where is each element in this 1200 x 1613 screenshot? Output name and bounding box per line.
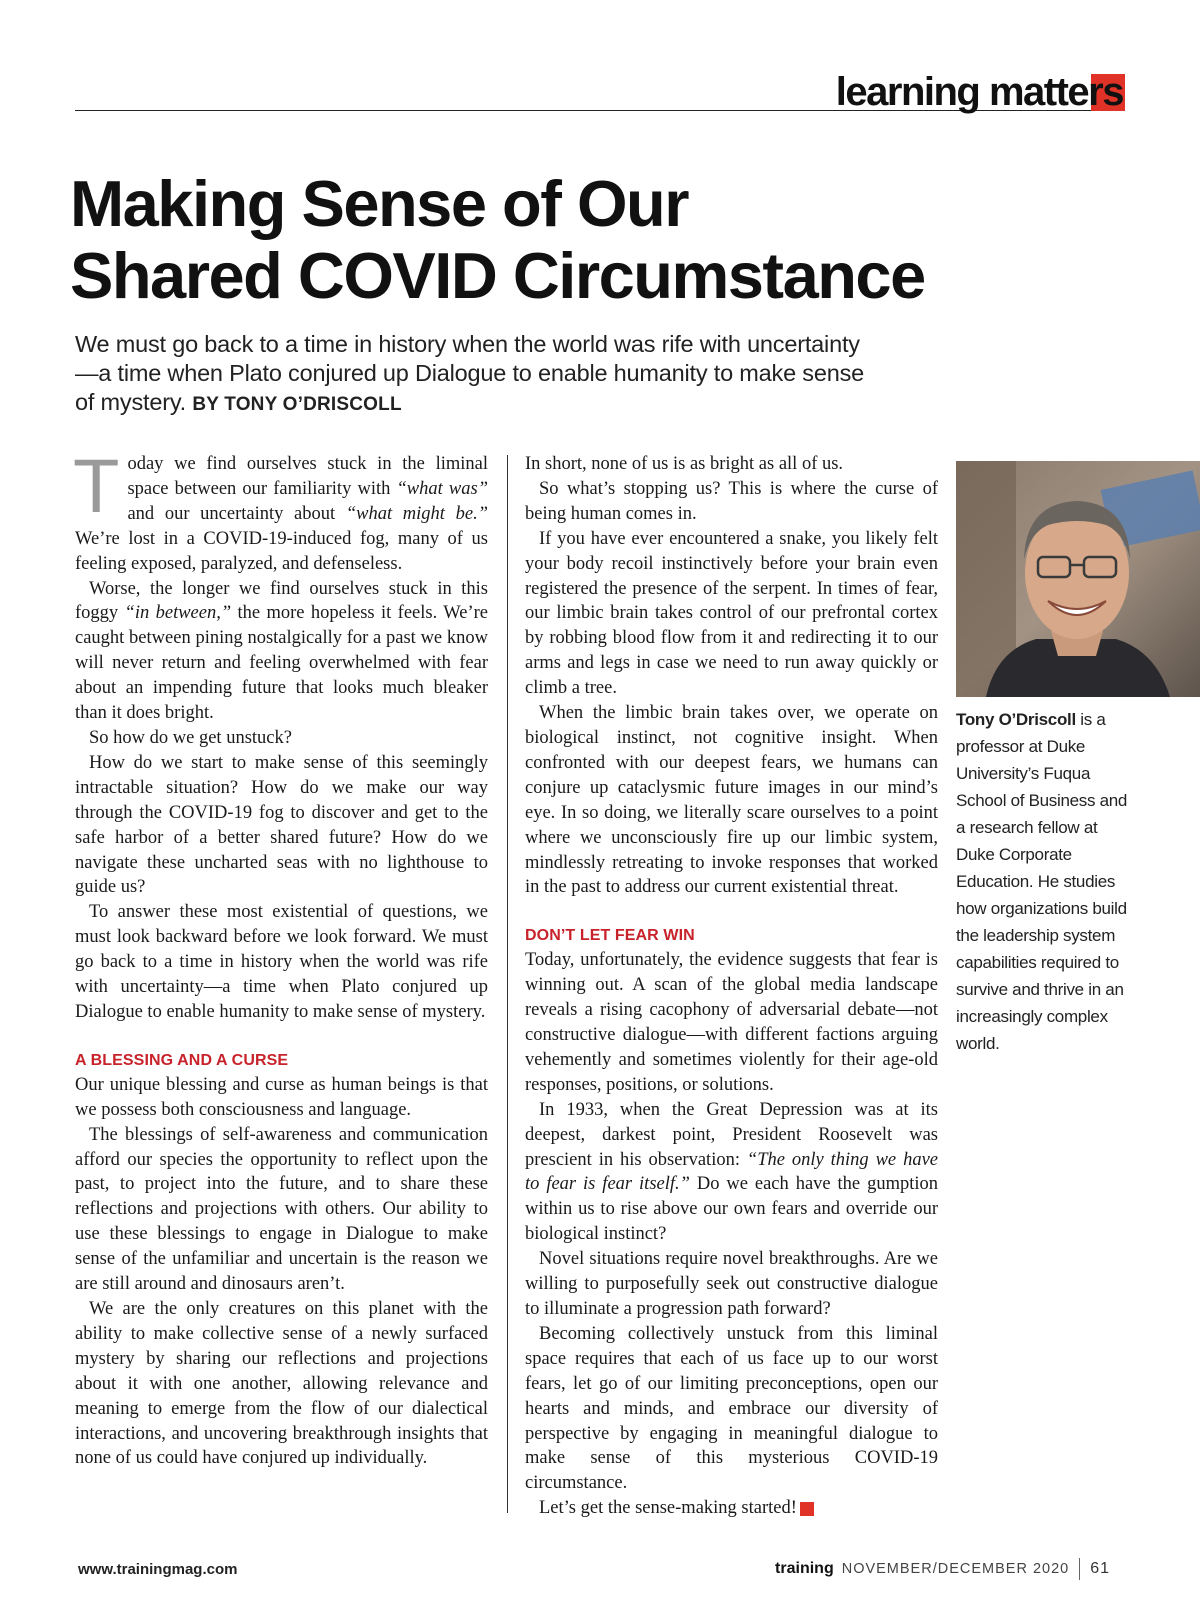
- footer-website[interactable]: www.trainingmag.com: [78, 1561, 238, 1578]
- byline: BY TONY O’DRISCOLL: [192, 394, 402, 415]
- italic-quote: “in between,”: [124, 603, 232, 624]
- paragraph: In short, none of us is as bright as all of us.: [525, 454, 844, 474]
- paragraph: So how do we get unstuck?: [89, 727, 292, 748]
- headline: [70, 168, 1070, 312]
- italic-quote: “what was”: [396, 478, 488, 499]
- text-run: Worse, the longer we find ourselves stuck in this foggy: [75, 578, 488, 624]
- page-number: 61: [1090, 1560, 1110, 1577]
- text-run: We’re lost in a COVID-19-induced fog, many of us feeling exposed, paralyzed, and defenseless.: [75, 528, 488, 574]
- author-photo: [956, 461, 1200, 697]
- text-run: oday we find ourselves stuck in the liminal space between our familiarity with: [127, 454, 488, 499]
- drop-cap: T: [73, 444, 120, 529]
- paragraph: [75, 577, 488, 726]
- paragraph: To answer these most existential of questions, we must look backward before we look forward. We must go back to a time in history when the world was rife with uncertainty—a time when Plato conjured up Dialogue to enable humanity to make sense of mystery.: [75, 902, 488, 1022]
- paragraph: [73, 444, 488, 577]
- article-column-2: [525, 452, 938, 1521]
- deck-text: We must go back to a time in history when the world was rife with uncertainty—a time when Plato conjured up Dialogue to enable humanity to make sense of mystery.: [75, 331, 864, 415]
- section-tag: [835, 70, 1123, 114]
- text-run: Do we each have the gumption within us to rise above our own fears and override our biological instinct?: [525, 1174, 938, 1245]
- footer-magazine: training: [775, 1560, 834, 1577]
- paragraph: How do we start to make sense of this seemingly intractable situation? How do we make our way through the COVID-19 fog to discover and get to the safe harbor of a better shared future? How do we navigate these uncharted seas with no lighthouse to guide us?: [75, 752, 488, 898]
- footer-folio: [775, 1558, 1110, 1580]
- end-mark-icon: t: [800, 1502, 814, 1516]
- article-column-1: [73, 444, 488, 1471]
- paragraph: Our unique blessing and curse as human beings is that we possess both consciousness and language.: [75, 1074, 488, 1120]
- footer-separator: [1079, 1558, 1080, 1580]
- paragraph: If you have ever encountered a snake, you likely felt your body recoil instinctively before your brain even registered the presence of the serpent. In times of fear, our limbic brain takes control of our prefrontal cortex by robbing blood flow from it and redirecting it to our arms and legs in case we need to run away quickly or climb a tree.: [525, 528, 938, 699]
- paragraph: So what’s stopping us? This is where the curse of being human comes in.: [525, 478, 938, 524]
- author-portrait-image: [956, 461, 1200, 697]
- italic-quote: “The only thing we have to fear is fear itself.”: [525, 1149, 938, 1195]
- text-run: In 1933, when the Great Depression was at its deepest, darkest point, President Roosevelt was prescient in his observation:: [525, 1099, 938, 1170]
- section-label: learning matters: [835, 70, 1123, 114]
- headline-line-1: Making Sense of Our: [70, 167, 689, 240]
- author-bio: [956, 706, 1136, 1057]
- footer-issue: NOVEMBER/DECEMBER 2020: [841, 1561, 1070, 1577]
- paragraph: We are the only creatures on this planet with the ability to make collective sense of a newly surfaced mystery by sharing our reflections and projections about it with one another, allowing relevance and meaning to emerge from the flow of our dialectical interactions, and uncovering breakthrough insights that none of us could have conjured up individually.: [75, 1299, 488, 1469]
- text-run: the more hopeless it feels. We’re caught between pining nostalgically for a past we know will never return and feeling overwhelmed with fear about an impending future that looks much bleaker than it does bright.: [75, 603, 488, 724]
- text-run: and our uncertainty about: [127, 503, 346, 524]
- paragraph: [525, 1098, 938, 1247]
- italic-quote: “what might be.”: [345, 503, 488, 524]
- column-divider: [507, 455, 508, 1513]
- paragraph: Novel situations require novel breakthroughs. Are we willing to purposefully seek out constructive dialogue to illuminate a progression path forward?: [525, 1249, 938, 1319]
- author-name: Tony O’Driscoll: [956, 710, 1076, 729]
- text-run: Let’s get the sense-making started!: [539, 1498, 797, 1519]
- paragraph: When the limbic brain takes over, we operate on biological instinct, not cognitive insight. When confronted with our deepest fears, we humans can conjure up cataclysmic future images in our mind’s eye. In so doing, we literally scare ourselves to a point where we unconsciously fire up our limbic system, mindlessly retreating to invoke responses that worked in the past to address our current existential threat.: [525, 703, 938, 898]
- subheading: A BLESSING AND A CURSE: [75, 1051, 289, 1069]
- headline-line-2: Shared COVID Circumstance: [70, 239, 925, 312]
- deck: [75, 330, 875, 419]
- paragraph: [525, 1496, 938, 1521]
- paragraph: The blessings of self-awareness and communication afford our species the opportunity to reflect upon the past, to project into the future, and to share these reflections and projections with others. Our ability to use these blessings to engage in Dialogue to make sense of the unfamiliar and uncertain is the reason we are still around and dinosaurs aren’t.: [75, 1124, 488, 1295]
- paragraph: Becoming collectively unstuck from this liminal space requires that each of us face up to our worst fears, let go of our limiting preconceptions, open our hearts and minds, and embrace our diversity of perspective by engaging in meaningful dialogue to make sense of this mysterious COVID-19 circumstance.: [525, 1323, 938, 1494]
- bio-text: is a professor at Duke University’s Fuqua School of Business and a research fellow at Duke Corporate Education. He studies how organizations build the leadership system capabilities required to survive and thrive in an increasingly complex world.: [956, 710, 1128, 1053]
- subheading: DON’T LET FEAR WIN: [525, 927, 695, 945]
- paragraph: Today, unfortunately, the evidence suggests that fear is winning out. A scan of the global media landscape reveals a rising cacophony of adversarial debate—not constructive dialogue—with different factions arguing vehemently and sometimes violently for their age-old responses, positions, or solutions.: [525, 950, 938, 1095]
